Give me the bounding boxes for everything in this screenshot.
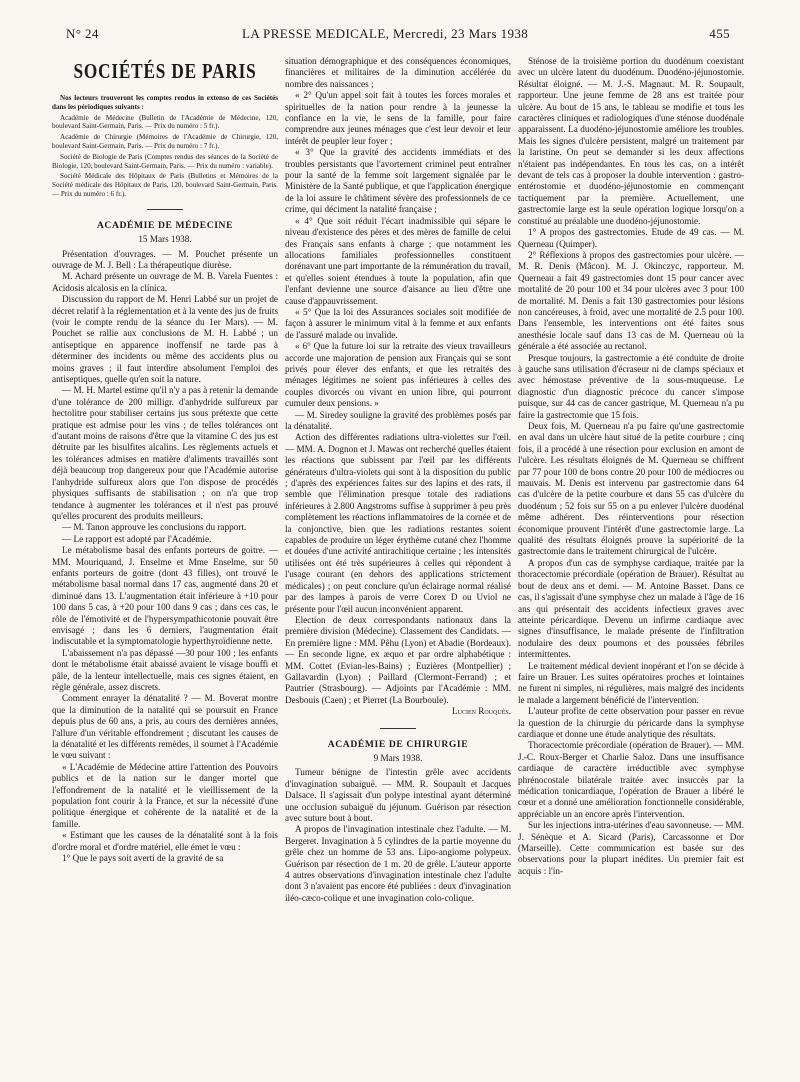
paragraph: Thoracectomie précordiale (opération de Brauer). — MM. J.-C. Roux-Berger et Charlie Saloz. Dans une insuffisance cardiaque de caractère irréductible avec symphyse phrénocostale bilatérale traitée avec insuccès par la médication tonicardiaque, l'opération de Brauer a libéré le cœur et a donné une amélioration fonctionnelle considérable, appréciable un an encore après l'intervention. [518, 740, 744, 819]
intro-item: Académie de Chirurgie (Mémoires de l'Académie de Chirurgie, 120, boulevard Saint-Germain, Paris. — Prix du numéro : 7 fr.). [52, 133, 278, 150]
main-title: SOCIÉTÉS DE PARIS [73, 59, 257, 83]
paragraph: « 6° Que la future loi sur la retraite des vieux travailleurs accorde une majoration de pension aux Français qui se sont privés pour élever des enfants, et que les retraités des ménages légitimes ne soient pas inférieures à celles des couples divorcés ou vivant en union libre, qui pourront cumuler deux pensions. » [285, 341, 511, 409]
intro-item: Société Médicale des Hôpitaux de Paris (Bulletins et Mémoires de la Société médicale des Hôpitaux de Paris, 120, boulevard Saint-Germain, Paris. — Prix du numéro : 6 fr.). [52, 172, 278, 198]
author-signature: Lucien Rouquès. [452, 706, 511, 717]
paragraph: « L'Académie de Médecine attire l'attention des Pouvoirs publics et de la nation sur le danger mortel que l'effondrement de la natalité et le vieillissement de la population font courir à la France, et sur la nécessité d'une politique énergique et cohérente de la natalité et de la famille. [52, 761, 278, 829]
paragraph: Le métabolisme basal des enfants porteurs de goitre. — MM. Mouriquand, J. Enselme et Mme Enselme, sur 50 enfants porteurs de goitre (dont 43 filles), ont trouvé le métabolisme basal normal dans 17 cas, augmenté dans 20 et diminué dans 13. L'augmentation était inférieure à +10 pour 100 dans 5 cas, à +20 pour 100 dans 9 cas ; dans ces cas, le rôle de l'émotivité et de l'hypersympathicotonie pouvait être envisagé ; dans les 6 derniers, l'augmentation était indiscutable et la symptomatologie hyperthyroïdienne nette. [52, 545, 278, 647]
paragraph: « 2° Qu'un appel soit fait à toutes les forces morales et spirituelles de la nation pour rendre à la jeunesse la confiance en la vie, le sens de la famille, pour faire comprendre aux jeunes ménages que c'est leur devoir et leur intérêt de peupler leur foyer ; [285, 90, 511, 146]
session-date: 9 Mars 1938. [373, 752, 423, 763]
paragraph: Tumeur bénigne de l'intestin grêle avec accidents d'invagination subaiguë. — MM. R. Soupault et Jacques Dalsace. Il s'agissait d'un polype intestinal ayant déterminé une occlusion subaiguë du jéjunum. Guérison par résection avec suture bout à bout. [285, 767, 511, 823]
paragraph: Deux fois, M. Querneau n'a pu faire qu'une gastrectomie en aval dans un ulcère haut situé de la petite courbure ; cinq fois, il a procédé à une résection pour exclusion en amont de l'ulcère. Les résultats éloignés de M. Querneau se chiffrent par 77 pour 100 de bons contre 20 pour 100 de médiocres ou mauvais. M. Denis est intervenu par gastrectomie dans 64 cas d'ulcère de la petite courbure et dans 55 cas d'ulcère du duodénum ; 52 fois sur 55 on a pu enlever l'ulcère duodénal même adhérent. Des réinterventions pour résection économique prouvent l'intérêt d'une gastrectomie large. La qualité des résultats éloignés prouve la supériorité de la gastrectomie dans le traitement chirurgical de l'ulcère. [518, 421, 744, 557]
paragraph: 1° Que le pays soit averti de la gravité de sa [62, 853, 224, 864]
issue-number: N° 24 [66, 26, 99, 41]
paragraph: M. Achard présente un ouvrage de M. B. Varela Fuentes : Acidosis alcalosis en la clínica. [52, 271, 278, 293]
paragraph: situation démographique et des conséquences économiques, financières et militaires de la diminution accélérée du nombre des naissances ; [285, 56, 511, 89]
paragraph: « 4° Que soit réduit l'écart inadmissible qui sépare le niveau d'existence des pères et des mères de famille de celui des Français sans enfants à charge ; que notamment les allocations familiales professionnelles constituent dorénavant une part importante de la rémunération du travail, et qu'elles soient étendues à toute la population, afin que l'enfant devienne une source d'aisance au lieu d'être une cause d'appauvrissement. [285, 215, 511, 306]
paragraph: Action des différentes radiations ultra-violettes sur l'œil. — MM. A. Dognon et J. Mawas ont recherché quelles étaient les réactions que subissent par l'œil par les différents générateurs d'ultra-violets qui sont à la disposition du public ; d'après des expériences faites sur des lapins et des rats, il semble que l'élimination presque totale des radiations inférieures à 2.800 Angstroms suffise à supprimer à peu près complètement les réactions inflammatoires de la cornée et de la conjonctive, bien que les radiations restantes soient capables de produire un léger érythème cutané chez l'homme et douées d'une activité antirachitique certaine ; les intensités utilisées ont été très supérieures à celles qui répondent à l'usage courant (en dehors des applications strictement médicales) ; on peut conclure qu'un éclairage normal réalisé par des lampes à parois de verre Corex D ou Uviol ne présente pour l'œil aucun inconvénient apparent. [285, 432, 511, 614]
divider [380, 728, 416, 729]
paragraph: 2° Réflexions à propos des gastrectomies pour ulcère. — M. R. Denis (Mâcon). M. J. Okinczyc, rapporteur. M. Querneau a fait 49 gastrectomies dont 15 pour cancer avec mortalité de 20 pour 100 et 34 pour ulcères avec 3 pour 100 de mortalité. M. Denis a fait 130 gastrectomies pour lésions non cancéreuses, à froid, avec une mortalité de 2.5 pour 100. Dans l'ensemble, les interventions ont été faites sous anesthésie locale sauf dans 13 cas de M. Querneau où la générale a été associée au rectanol. [518, 249, 744, 352]
journal-title: LA PRESSE MEDICALE, Mercredi, 23 Mars 1938 [242, 26, 529, 41]
paragraph: « Estimant que les causes de la dénatalité sont à la fois d'ordre moral et d'ordre matériel, elle émet le vœu : [52, 830, 278, 852]
paragraph: — M. Siredey souligne la gravité des problèmes posés par la dénatalité. [285, 409, 511, 431]
paragraph: L'abaissement n'a pas dépassé —30 pour 100 ; les enfants dont le métabolisme était abaissé avaient le visage bouffi et pâle, de la lenteur intellectuelle, mais ces signes étaient, en règle générale, assez discrets. [52, 647, 278, 693]
column-3 [518, 56, 744, 1072]
paragraph: A propos d'un cas de symphyse cardiaque, traitée par la thoracectomie précordiale (opération de Brauer). Résultat au bout de deux ans et demi. — M. Antoine Basset. Dans ce cas, il s'agissait d'une symphyse chez un malade à l'âge de 16 ans qui présentait des accidents infectieux graves avec atteinte péricardique. Devenu un infirme cardiaque avec signes d'insuffisance, le malade présente de l'infiltration nodulaire des deux poumons et des poussées fébriles intermittentes. [518, 557, 744, 660]
paragraph: — M. Tanon approuve les conclusions du rapport. [62, 522, 247, 533]
paragraph: Présentation d'ouvrages. — M. Pouchet présente un ouvrage de M. J. Bell : La thérapeutique diurèse. [52, 248, 278, 270]
intro-lead: Nos lecteurs trouveront les comptes rendus in extenso de ces Sociétés dans les périodiques suivants : [52, 94, 278, 111]
page-number: 455 [709, 26, 730, 41]
paragraph: L'auteur profite de cette observation pour passer en revue la question de la chirurgie du péricarde dans la symphyse cardiaque et donne une étude analytique des résultats. [518, 706, 744, 739]
intro-item: Académie de Médecine (Bulletin de l'Académie de Médecine, 120, boulevard Saint-Germain, Paris. — Prix du numéro : 5 fr.). [52, 113, 278, 131]
paragraph: Sur les injections intra-utérines d'eau savonneuse. — MM. J. Sénèque et A. Sicard (Paris), Carcassonne et Dor (Marseille). Cette communication est basée sur des observations pour la plupart inédites. Un premier fait est acquis : l'in- [518, 820, 744, 876]
paragraph: Le traitement médical devient inopérant et l'on se décide à faire un Brauer. Les suites opératoires proches et lointaines ne furent ni simples, ni régulières, mais malgré des incidents le malade a largement bénéficié de l'intervention. [518, 660, 744, 705]
paragraph: Election de deux correspondants nationaux dans la première division (Médecine). Classement des Candidats. — En première ligne : MM. Pêhu (Lyon) et Abadie (Bordeaux). — En seconde ligne, ex æquo et par ordre alphabétique : MM. Cottet (Evian-les-Bains) ; Euzières (Montpellier) ; Gallavardin (Lyon) ; Paillard (Clermont-Ferrand) ; et Pautrier (Strasbourg). — Adjoints par l'Académie : MM. Desbouis (Caen) ; et Pierret (La Bourboule). [285, 614, 511, 705]
paragraph: Comment enrayer la dénatalité ? — M. Boverat montre que la diminution de la natalité qui se poursuit en France depuis plus de 60 ans, a pris, au cours des dernières années, l'allure d'un véritable effondrement ; discutant les causes de la dénatalité et les différents remèdes, il soumet à l'Académie le vœu suivant : [52, 693, 278, 761]
paragraph: Presque toujours, la gastrectomie a été conduite de droite à gauche sans utilisation d'écraseur ni de clamps spéciaux et avec hémostase préventive de la sous-muqueuse. Le diagnostic d'un diagnostic précoce du cancer s'impose puisque, sur 44 cas de cancer gastrique, M. Querneau n'a pu faire la gastrectomie que 15 fois. [518, 352, 744, 420]
divider [147, 209, 183, 210]
paragraph: « 5° Que la loi des Assurances sociales soit modifiée de façon à assurer le minimum vital à la femme et aux enfants de l'assuré malade ou invalide. [285, 306, 511, 340]
paragraph: « 3° Que la gravité des accidents immédiats et des troubles persistants que l'avortement criminel peut entraîner pour la santé de la femme soit largement signalée par le Ministère de la Santé publique, et que l'application énergique de la loi assure le châtiment sévère des professionnels de ce crime, qui déciment la natalité française ; [285, 147, 511, 215]
section-title: ACADÉMIE DE CHIRURGIE [327, 738, 469, 750]
paragraph: — M. H. Martel estime qu'il n'y a pas à retenir la demande d'une tolérance de 200 milligr. d'anhydride sulfureux par hectolitre pour stabiliser certains jus sous prétexte que cette pratique est admise pour les vins ; de telles tolérances ont d'autant moins de raisons d'être que la vitamine C des jus est détruite par les bisulfites alcalins. Les règlements actuels et les tolérances admises en matière d'aliments travaillés sont déjà beaucoup trop dangereux pour que l'Académie autorise l'anhydride sulfureux alors que l'on dispose de procédés physiques suffisants de stabilisation ; on n'a que trop tendance à augmenter les tolérances et il n'est pas prouvé qu'elles procurent des produits meilleurs. [52, 385, 278, 521]
column-2 [285, 56, 511, 1072]
column-1 [52, 56, 278, 1072]
section-title: ACADÉMIE DE MÉDECINE [96, 219, 234, 231]
intro-block [52, 94, 278, 199]
paragraph: A propos de l'invagination intestinale chez l'adulte. — M. Bergeret. Invagination à 5 cylindres de la partie moyenne du grêle chez un homme de 53 ans. Lipo-angiome polypeux. Guérison par résection de 1 m. 20 de grêle. L'auteur apporte 4 autres observations d'invagination intestinale chez l'adulte dont 3 n'avaient pas encore été publiées : deux d'invagination iléo-cæco-colique et une invagination colo-colique. [285, 824, 511, 903]
paragraph: 1° A propos des gastrectomies. Etude de 49 cas. — M. Querneau (Quimper). [518, 227, 744, 249]
session-date: 15 Mars 1938. [138, 234, 192, 245]
paragraph: Discussion du rapport de M. Henri Labbé sur un projet de décret relatif à la réglementation et à la vente des jus de fruits (voir le compte rendu de la séance du 1er Mars). — M. Pouchet se rallie aux conclusions de M. H. Labbé ; un antiseptique en apparence inoffensif ne tarde pas à déterminer des incidents ou même des accidents plus ou moins graves ; il faut interdire absolument l'emploi des antiseptiques, quelle qu'en soit la nature. [52, 294, 278, 385]
intro-item: Société de Biologie de Paris (Comptes rendus des séances de la Société de Biologie, 120, boulevard Saint-Germain, Paris. — Prix du numéro : variable). [52, 152, 278, 170]
paragraph: — Le rapport est adopté par l'Académie. [62, 533, 212, 544]
paragraph: Sténose de la troisième portion du duodénum coexistant avec un ulcère latent du duodénum. Duodéno-jéjunostomie. Résultat éloigné. — M. J.-S. Magnaut. M. R. Soupault, rapporteur. Une jeune femme de 28 ans est traitée pour ulcère. Au bout de 15 ans, le tableau se modifie et tous les caractères cliniques et radiologiques d'une sténose duodénale apparaissent. La duodéno-jéjunostomie améliore les troubles. Mais les signes d'ulcère persistent, malgré un traitement par la laristine. On peut se demander si les deux affections n'étaient pas indépendantes. En tous les cas, on a intérêt devant de tels cas à proposer la double intervention : gastro-entérostomie et duodéno-jéjunostomie en commençant tactiquement par la première. Actuellement, une gastrectomie large est la seule opération logique lorsqu'on a constitué au préalable une duodéno-jéjunostomie. [518, 56, 744, 226]
